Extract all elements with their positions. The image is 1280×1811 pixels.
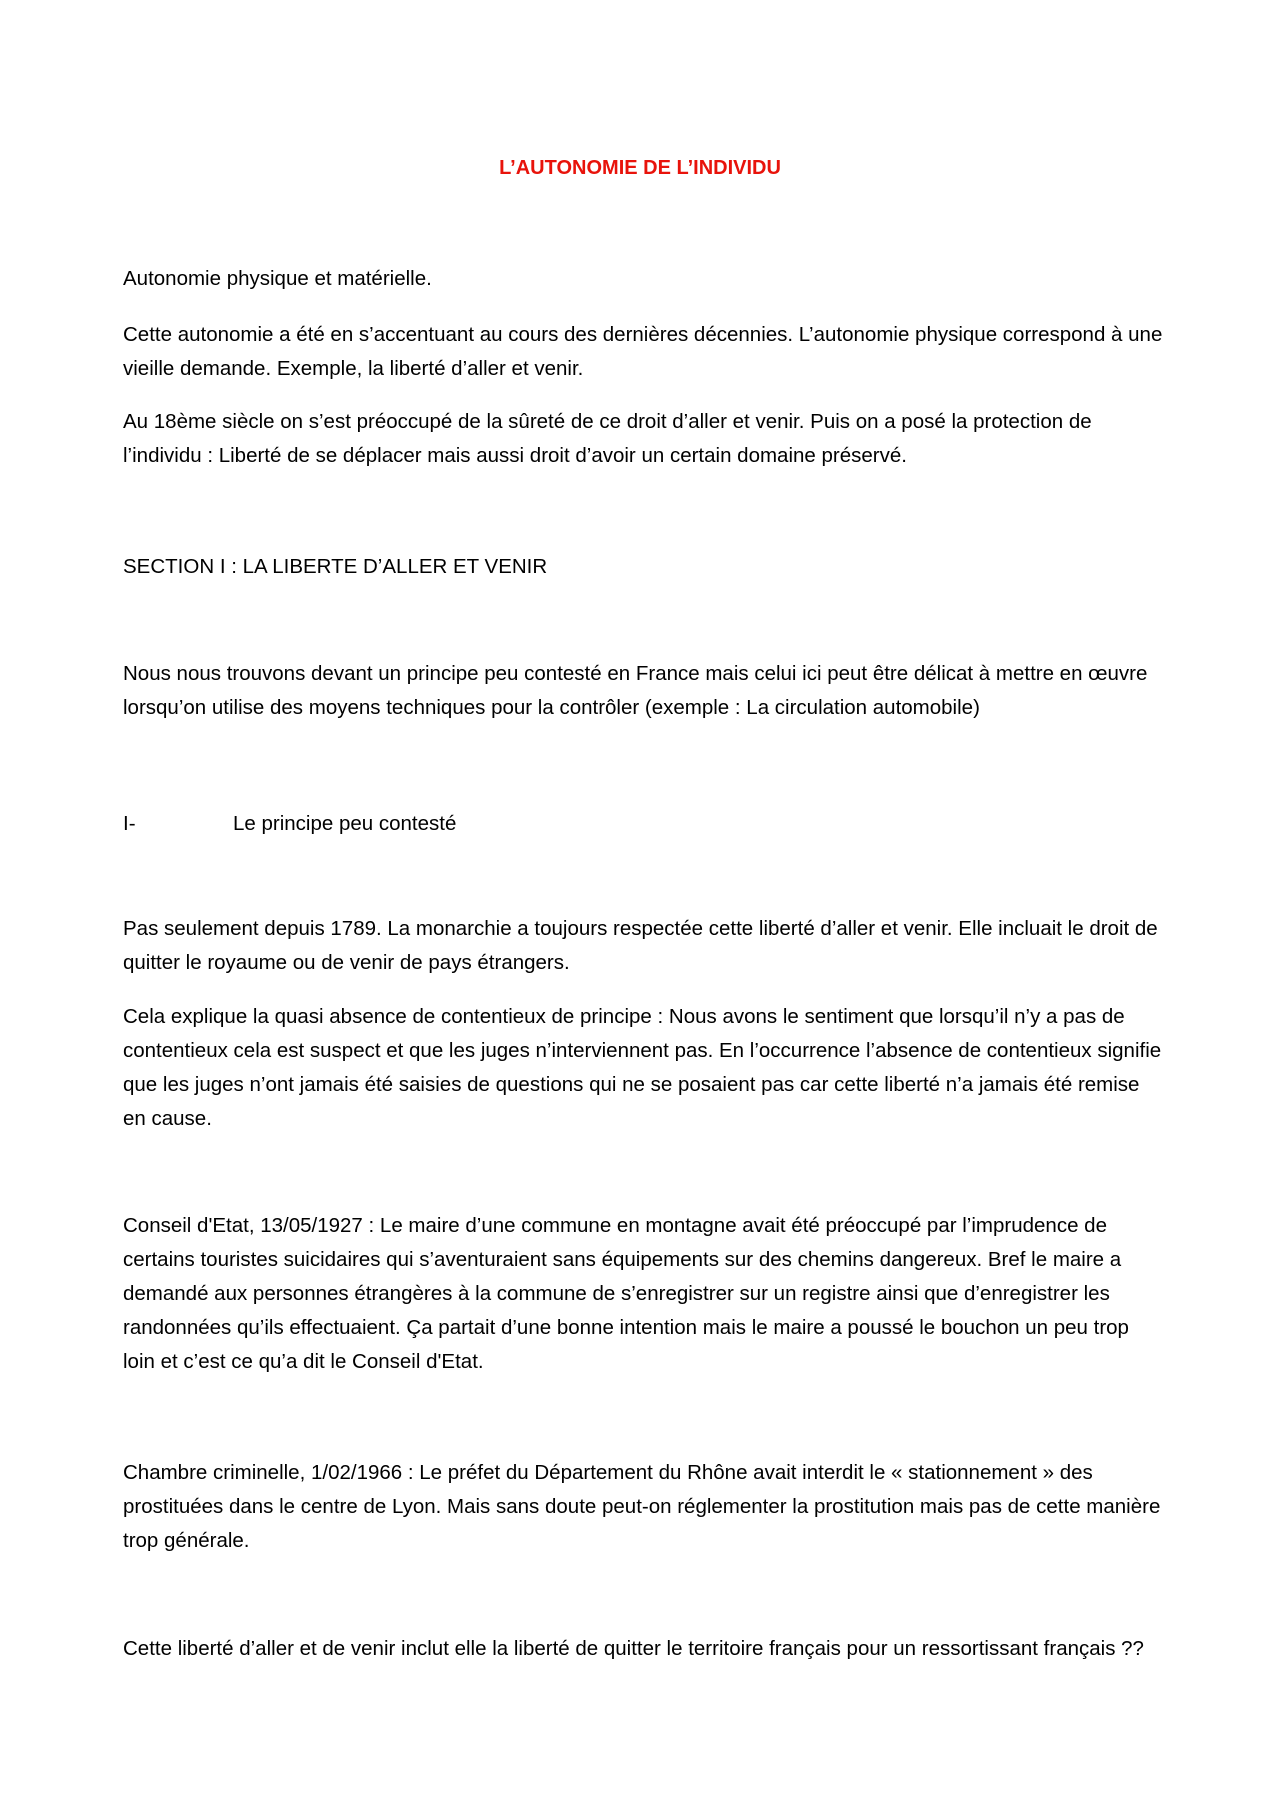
paragraph-intro: Autonomie physique et matérielle. (123, 267, 432, 290)
subheading-text: Le principe peu contesté (233, 812, 457, 835)
subheading (123, 807, 456, 841)
subheading-number: I- (123, 812, 136, 835)
paragraph-chambre-criminelle: Chambre criminelle, 1/02/1966 : Le préfet du Département du Rhône avait interdit le « stationnement » des prostituées dans le centre de Lyon. Mais sans doute peut-on réglementer la prostitution mais pas de cette manière trop générale. (123, 1461, 1161, 1552)
paragraph-18eme-siecle: Au 18ème siècle on s’est préoccupé de la sûreté de ce droit d’aller et venir. Puis on a posé la protection de l’individu : Liberté de se déplacer mais aussi droit d’avoir un certain domaine préservé. (123, 410, 1092, 467)
document-title: L’AUTONOMIE DE L’INDIVIDU (499, 157, 781, 179)
paragraph-autonomie: Cette autonomie a été en s’accentuant au cours des dernières décennies. L’autonomie physique correspond à une vieille demande. Exemple, la liberté d’aller et venir. (123, 323, 1163, 380)
paragraph-principe: Nous nous trouvons devant un principe peu contesté en France mais celui ici peut être délicat à mettre en œuvre lorsqu’on utilise des moyens techniques pour la contrôler (exemple : La circulation automobile) (123, 662, 1148, 719)
paragraph-question: Cette liberté d’aller et de venir inclut elle la liberté de quitter le territoire français pour un ressortissant français ?? (123, 1637, 1144, 1660)
paragraph-1789: Pas seulement depuis 1789. La monarchie a toujours respectée cette liberté d’aller et venir. Elle incluait le droit de quitter le royaume ou de venir de pays étrangers. (123, 917, 1158, 974)
section-heading: SECTION I : LA LIBERTE D’ALLER ET VENIR (123, 555, 548, 578)
paragraph-contentieux: Cela explique la quasi absence de contentieux de principe : Nous avons le sentiment que lorsqu’il n’y a pas de contentieux cela est suspect et que les juges n’interviennent pas. En l’occurrence l’absence de contentieux signifie que les juges n’ont jamais été saisies de questions qui ne se posaient pas car cette liberté n’a jamais été remise en cause. (123, 1005, 1162, 1130)
paragraph-conseil-etat: Conseil d'Etat, 13/05/1927 : Le maire d’une commune en montagne avait été préoccupé par l’imprudence de certains touristes suicidaires qui s’aventuraient sans équipements sur des chemins dangereux. Bref le maire a demandé aux personnes étrangères à la commune de s’enregistrer sur un registre ainsi que d’enregistrer les randonnées qu’ils effectuaient. Ça partait d’une bonne intention mais le maire a poussé le bouchon un peu trop loin et c’est ce qu’a dit le Conseil d'Etat. (123, 1214, 1129, 1373)
